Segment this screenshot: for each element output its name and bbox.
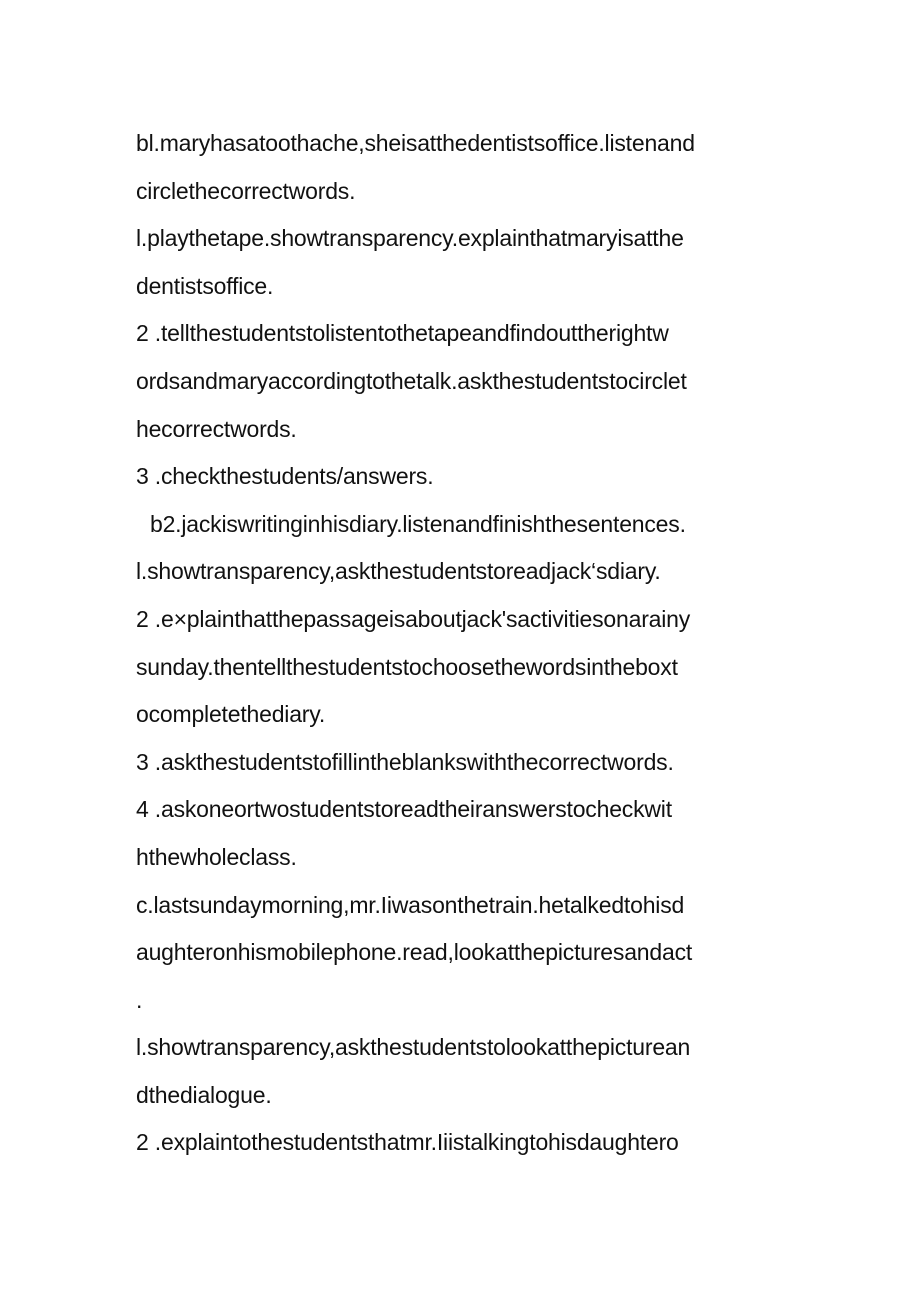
text-line: dthedialogue. <box>136 1081 272 1108</box>
text-line: ocompletethediary. <box>136 701 326 728</box>
text-line: c.lastsundaymorning,mr.Iiwasonthetrain.hetalkedtohisd <box>136 891 685 918</box>
text-line: 2 .explaintothestudentsthatmr.Iiistalkingtohisdaughtero <box>136 1129 679 1156</box>
document-body <box>136 120 786 1167</box>
text-line: 2 .tellthestudentstolistentothetapeandfindouttherightw <box>136 320 669 347</box>
text-line: 2 .e×plainthatthepassageisaboutjack'sactivitiesonarainy <box>136 605 691 632</box>
text-line: 3 .askthestudentstofillintheblankswiththecorrectwords. <box>136 748 674 775</box>
text-line: l.playthetape.showtransparency.explainthatmaryisatthe <box>136 225 684 252</box>
text-line: dentistsoffice. <box>136 272 274 299</box>
text-line: bl.maryhasatoothache,sheisatthedentistsoffice.listenand <box>136 130 695 156</box>
text-line: ordsandmaryaccordingtothetalk.askthestudentstocirclet <box>136 367 687 394</box>
text-line: 3 .checkthestudents/answers. <box>136 463 434 490</box>
text-line: hecorrectwords. <box>136 415 297 442</box>
text-line: aughteronhismobilephone.read,lookatthepicturesandact <box>136 939 693 966</box>
text-line: l.showtransparency,askthestudentstolookatthepicturean <box>136 1034 691 1061</box>
text-line: 4 .askoneortwostudentstoreadtheiranswerstocheckwit <box>136 796 672 823</box>
text-line: circlethecorrectwords. <box>136 177 356 204</box>
text-line: l.showtransparency,askthestudentstoreadjack‘sdiary. <box>136 558 661 585</box>
text-line: sunday.thentellthestudentstochoosethewordsintheboxt <box>136 653 678 680</box>
text-line: . <box>136 986 143 1013</box>
text-line: b2.jackiswritinginhisdiary.listenandfinishthesentences. <box>150 510 686 537</box>
text-line: hthewholeclass. <box>136 843 297 870</box>
